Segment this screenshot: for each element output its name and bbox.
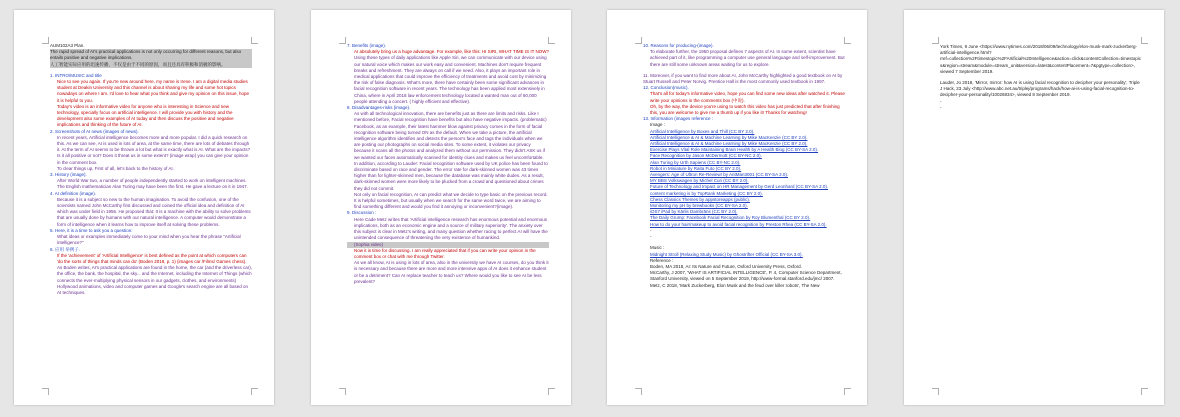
text-line: - — [940, 104, 942, 110]
text-line: iOS7 iPad by Kārlis Dambrāns (CC BY 2.0). — [650, 209, 738, 215]
text-line: What ideas or examples immediately come to your mind when you hear the phrase "Artificial intelligence?" — [57, 234, 241, 246]
text-line: 6. 应用 举例子. — [50, 246, 81, 252]
document-page-3 — [607, 10, 867, 405]
corner-mark — [1141, 388, 1148, 395]
text-line: Monitoring my pH by brewbooks (CC BY-SA 2.0). — [650, 203, 748, 209]
text-line: Lauder, Jo 2018, 'Mirror, mirror: how AI is using facial recognition to decipher your personality', Triple J Hack, 23 July <http://www.abc.net.au/triplej/programs/hack/how-ai-is-using-facial-recognition-to-decipher-your-personality/10026834>, viewed 8 September 2019. — [940, 80, 1140, 98]
corner-mark — [339, 37, 346, 44]
text-line: After World War two, a number of people independently started to work on intelligent machines. The English mathematician Alan Turing may have been the first. He gave a lecture on it in 1947. — [57, 178, 248, 190]
text-line: Avengers: Age of Ultron Re-Review! by AntMan3001 (CC BY-SA 2.0). — [650, 172, 789, 178]
text-line: 7. Benefits (image). — [347, 43, 387, 48]
corner-mark — [635, 37, 642, 44]
text-line: (Sophia video) — [347, 242, 549, 248]
corner-mark — [844, 388, 851, 395]
text-line: Today's video is an informative video for anyone who is interesting in Science and new technology, specially focus on artificial intelligence. I will provide you with history and the development also some examples of AI today and then discuss the positive and negative implications and thinking of the future of AI. — [57, 103, 234, 128]
text-line: Reference : — [650, 257, 674, 263]
corner-mark — [1141, 37, 1148, 44]
text-line: - — [650, 227, 652, 233]
text-line: 2. Screenshots of AI news (images of news). — [50, 128, 139, 134]
text-line: Oh, by the way, the device you're using to watch this video has just predicted that after finishing this, you are welcome to give me a thumb up if you like it! Thanks for watching! — [650, 103, 840, 116]
text-line: 11. Moreover, if you want to find more about AI, John McCarthy highlighted a good textbook on AI by Stuart Russell and Peter Norvig. Prentice Hall is the most commonly used textbook in 1997. — [643, 72, 843, 85]
document-page-1 — [14, 10, 274, 405]
text-line: To clear things up, First of all, let's back to the history of AI. — [57, 165, 174, 171]
corner-mark — [548, 37, 555, 44]
text-line: Nice to see you again. If you're new around here, my name is Irene. I am a digital media studies student at Deakin University and this channel is about sharing my life and some hot topics nowadays on where I am. I'd love to hear what you think and give my opinion on this issue, hope it is helpful to you. — [57, 79, 249, 103]
text-line: 9. Discussion : — [347, 210, 377, 216]
corner-mark — [251, 37, 258, 44]
text-line: 人工智能实际应用的迅速传播，不仅是由于不同的原因，而且还具有积极和消极的影响。 — [50, 62, 252, 68]
text-line: That's all for today's informative video, hope you can find some new ideas after watched it. Please write your opinions in the comments box (中说). — [650, 91, 845, 103]
text-line: As Boden writes, AI's practical applications are found in the home, the car (and the driverless car), the office, the bank, the hospital, the sky... and the Internet, including the Internet of Things (which connects the ever-multiplying physical sensors in our gadgets, clothes, and environments) Hollywood animations, video and computer games and Google's search engine are all based on AI techniques. — [57, 265, 252, 295]
corner-mark — [932, 388, 939, 395]
text-line: In recent years, Artificial intelligence becomes more and more popular. I did a quick research on this. As we can see, AI is used in lots of area, at the same time, there are lots of debates through it. At the term of AI seems to be thrown a lot but what is exactly what is AI. What are the impacts? Is it all positive or not? Does it threat us in some extent? (image wrap) you can give your opinion in the comment box. — [57, 134, 251, 165]
text-line: Robot in Miniature by Raita Futo (CC BY 2.0). — [650, 165, 742, 171]
text-line: MY BBS Volkswagen by Michel Curi (CC BY 2.0). — [650, 178, 749, 184]
corner-mark — [548, 388, 555, 395]
text-line: As with all technological innovation, there are benefits just as there are limits and risks. Like I mentioned before, Facial recognition have benefits but also have negative impacts. (problematic) Facebook, as an example, their latest hammer blow against privacy comes in the form of facial recognition software being turned ON as the default. When we take a picture, the artificial intelligence algorithm identifies and detects the person's face and tags the individuals when we are posting our photographs on social media sites. To some extent, it violates our privacy because it scans all the photos and analyzed them without our permission. They didn't ASK us if we wanted our faces automatically scanned for identity clues and makes us feel uncomfortable. — [354, 111, 547, 160]
text-line: Face Recognition by Jason McDermott (CC BY-NC 2.0). — [650, 153, 762, 159]
text-line: Artificial Intelligence & AI & Machine Learning by Mike MacKenzie (CC BY 2.0). — [650, 134, 808, 140]
text-line: As we all know, AI is using in lots of area, also in the university we have AI courses, do you think it is necessary and because there are more and more intensive apps of AI does it enhance student or be a detriment? Can AI replace teacher to teach us? Where would you like to see AI be less prevalent? — [354, 260, 549, 284]
text-line: Now it is time for discussing. I am really appreciated that if you can write your opinion in the comment box or chat with me through Twitter. — [354, 247, 536, 259]
page-body[interactable] — [940, 44, 1142, 111]
page-body[interactable] — [643, 43, 845, 289]
text-line: 3. History (image). — [50, 172, 87, 178]
text-line: Here Cade Metz writes that 'Artificial intelligence research has enormous potential and enormous implications, both as an economic engine and a source of military superiority'. The anxiety over this subject is clear in Metz's writing, and many question whether racing to perfect AI will have the unintended consequence of threatening the very existence of humankind. — [354, 216, 548, 241]
text-line: The Daily Grump: Facebook Facial Recognition by Roy Blumenthal (CC BY 2.0). — [650, 215, 811, 221]
text-line: 4. AI definition (image). — [50, 190, 97, 196]
corner-mark — [932, 37, 939, 44]
text-line: Metz, C 2018, 'Mark Zuckerberg, Elon Musk and the feud over killer robots', The New — [650, 282, 820, 288]
text-line: 12. Conclusion(music). — [643, 85, 689, 91]
text-line: How to do your hair/makeup to avoid facial recognition by Preston Rhea (CC BY-SA 2.0). — [650, 221, 827, 227]
page-body[interactable] — [347, 43, 549, 285]
text-line: - — [650, 234, 652, 240]
text-line: York Times, 9 June <https://www.nytimes.com/2018/06/09/technology/elon-musk-mark-zuckerberg-artificial-intelligence.html?rref=collection%2Ftimestopic%2FArtificial%20Intelligence&action=click&contentCollection=timestopics&region=stream&module=stream_unit&version=latest&contentPlacement=7&pgtype=collection>, viewed 7 September 2019. — [940, 44, 1141, 74]
text-line: Not only on facial recognition, AI can predict what we decide to type basic on the previous record. It is helpful sometimes, but usually when we search for the same word twice, we are aiming to find something different and would you find it annoying or inconvenient?(image). — [354, 191, 548, 210]
page-body[interactable] — [50, 43, 252, 296]
corner-mark — [251, 388, 258, 395]
text-line: Future of Technology and Impact on HR Management by Gerd Leonhard (CC BY-SA 2.0). — [650, 184, 829, 190]
text-line: Alan Turing by Urth Sapiens (CC BY-NC 2.0). — [650, 159, 741, 165]
text-line: Using these types of daily applications like Apple Siri, we can communicate with our device using our natural voice which makes our work easy and convenient. Machines don't require frequent breaks and refreshment. They are always on call if we need. Also, it plays an important role in medical applications that could improve the efficiency of treatments and avoid cost by minimizing the risk of false diagnosis. What's more, there have certainly been some significant advances in facial recognition software in recent years. The technology has been applied most extensively in China, where in April 2018 law enforcement technology located a wanted man out of 60,000 people attending a concert. ( highly efficient and effective). — [354, 55, 547, 104]
text-line: Music : — [650, 245, 665, 251]
text-line: content marketing is by TopRank Marketing (CC BY 2.0). — [650, 190, 763, 196]
text-line: To elaborate further, the 1950 proposal defines 7 aspects of AI. In some extent, scientist have achieved part of it, like programming a computer use general language and self-improvement. But there are still some unknown areas waiting for us to explore. — [650, 49, 845, 67]
text-line: 13. Information (images reference : — [643, 116, 714, 122]
text-line: If the 'achievement' of 'Artificial Intelligence' is best defined as the point at which computers can 'do the sorts of things that minds can do' (Boden 2018, p. 1) (images car /Films/ Games chess). — [57, 252, 247, 264]
corner-mark — [339, 388, 346, 395]
corner-mark — [635, 388, 642, 395]
corner-mark — [42, 37, 49, 44]
text-line: 10. Reasons for producing-(image). — [643, 43, 714, 48]
text-line: In addition, according to Lauder: Facial recognition software used by UK police has been found to discriminate based on race and gender. The error rate for dark-skinned women was 43 times higher than for lighter-skinned men, because the database was mainly white dudes. As a result, dark-skinned women were more likely to be plucked from a crowd and questioned about crimes they did not commit. — [354, 160, 548, 191]
document-page-4 — [904, 10, 1164, 405]
text-line: Image : — [650, 122, 666, 128]
corner-mark — [844, 37, 851, 44]
text-line: 1. INTRO/MUSIC and title — [50, 72, 102, 78]
corner-mark — [42, 388, 49, 395]
text-line: Because it is a subject so new to the human imagination. To avoid the confusion, one of the scientists named John McCarthy first discussed and coined the official idea and definition of AI which was under field in 1956. He proposed that: It is a machine with the ability to solve problems that are usually done by humans with our natural intelligence. A computer would demonstrate a form of intelligence when it learns how to improve itself at solving these problems. — [57, 196, 251, 227]
text-line: 5. Here, it is a time to ask you a question: — [50, 227, 133, 233]
document-page-2 — [311, 10, 571, 405]
text-line: AI absolutely bring us a huge advantage. For example, like this: HI SIRI, WHAT TIME IS IT NOW? — [354, 49, 549, 55]
text-line: Artificial Intelligence & AI & Machine Learning by Mike MacKenzie (CC BY 2.0). — [650, 141, 808, 147]
text-line: McCarthy, J 2007, 'WHAT IS ARTIFICIAL INTELLIGENCE', P. 4, Computer Science Department, Stanford University, viewed on 5 September 2019, http://www-formal.stanford.edu/jmc/ 2007. — [650, 270, 842, 282]
text-line: AUM102A3 Plan. — [50, 43, 85, 48]
text-line: The rapid spread of AI's practical applications is not only occurring for different reasons, but also entails positive and negative implications. — [50, 49, 252, 61]
text-line: Midnight Stroll (Relaxing Study Music) by Ghostrifter Official (CC BY-SA 3.0). — [650, 251, 803, 257]
text-line: - — [940, 98, 942, 104]
text-line: 8. Disadvantages-risks (image). — [347, 105, 411, 111]
text-line: Boden, MA 2018, AI: Its Nature and Future, Oxford University Press, Oxford. — [650, 263, 802, 269]
text-line: Artificial Intelligence by Boxes and Thill (CC BY 2.0). — [650, 128, 755, 134]
text-line: Exercise Plays Vital Role Maintaining Brain Health by A Health Blog (CC BY-SA 2.0). — [650, 147, 819, 153]
text-line: Chess Classics Themes by appstoreapps (public). — [650, 196, 750, 202]
